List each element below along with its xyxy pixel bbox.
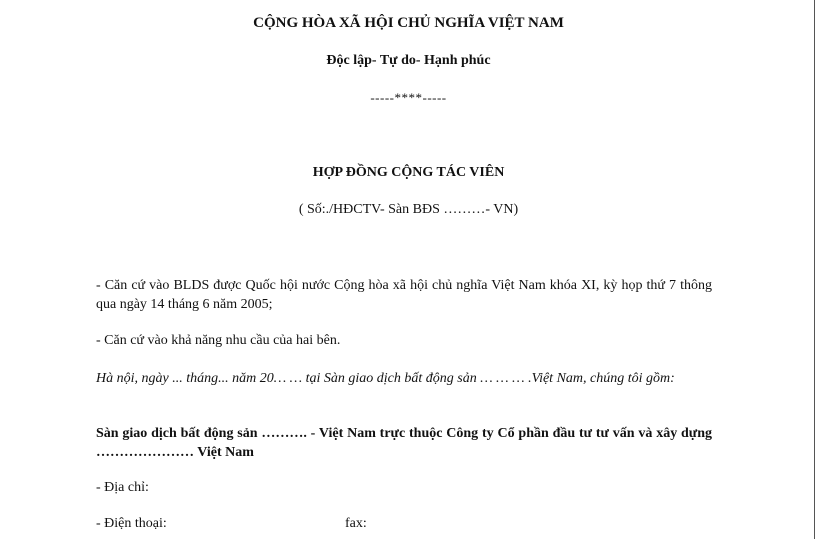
country-heading: CỘNG HÒA XÃ HỘI CHỦ NGHĨA VIỆT NAM xyxy=(253,15,564,31)
contract-number: ( Số:./HĐCTV- Sàn BĐS ………- VN) xyxy=(298,202,519,217)
page-edge-divider xyxy=(814,0,815,539)
legal-basis-1: - Căn cứ vào BLDS được Quốc hội nước Cộng hòa xã hội chủ nghĩa Việt Nam khóa XI, kỳ họp thứ 7 thông qua ngày 14 tháng 6 năm 2005; xyxy=(96,278,712,312)
contract-title: HỢP ĐỒNG CỘNG TÁC VIÊN xyxy=(312,165,505,180)
legal-basis-2: - Căn cứ vào khả năng nhu cầu của hai bên. xyxy=(96,333,341,348)
place-date: Hà nội, ngày ... tháng... năm 20… … tại Sàn giao dịch bất động sản … … … .Việt Nam, chúng tôi gồm: xyxy=(96,371,675,386)
motto: Độc lập- Tự do- Hạnh phúc xyxy=(326,53,491,68)
fax-label: fax: xyxy=(345,516,367,531)
separator: -----****----- xyxy=(370,90,447,105)
address-label: - Địa chỉ: xyxy=(96,480,149,495)
party-a: Sàn giao dịch bất động sản ………. - Việt Nam trực thuộc Công ty Cổ phần đầu tư tư vấn và xây dựng ………………… Việt Nam xyxy=(96,426,712,460)
phone-label: - Điện thoại: xyxy=(96,516,167,531)
